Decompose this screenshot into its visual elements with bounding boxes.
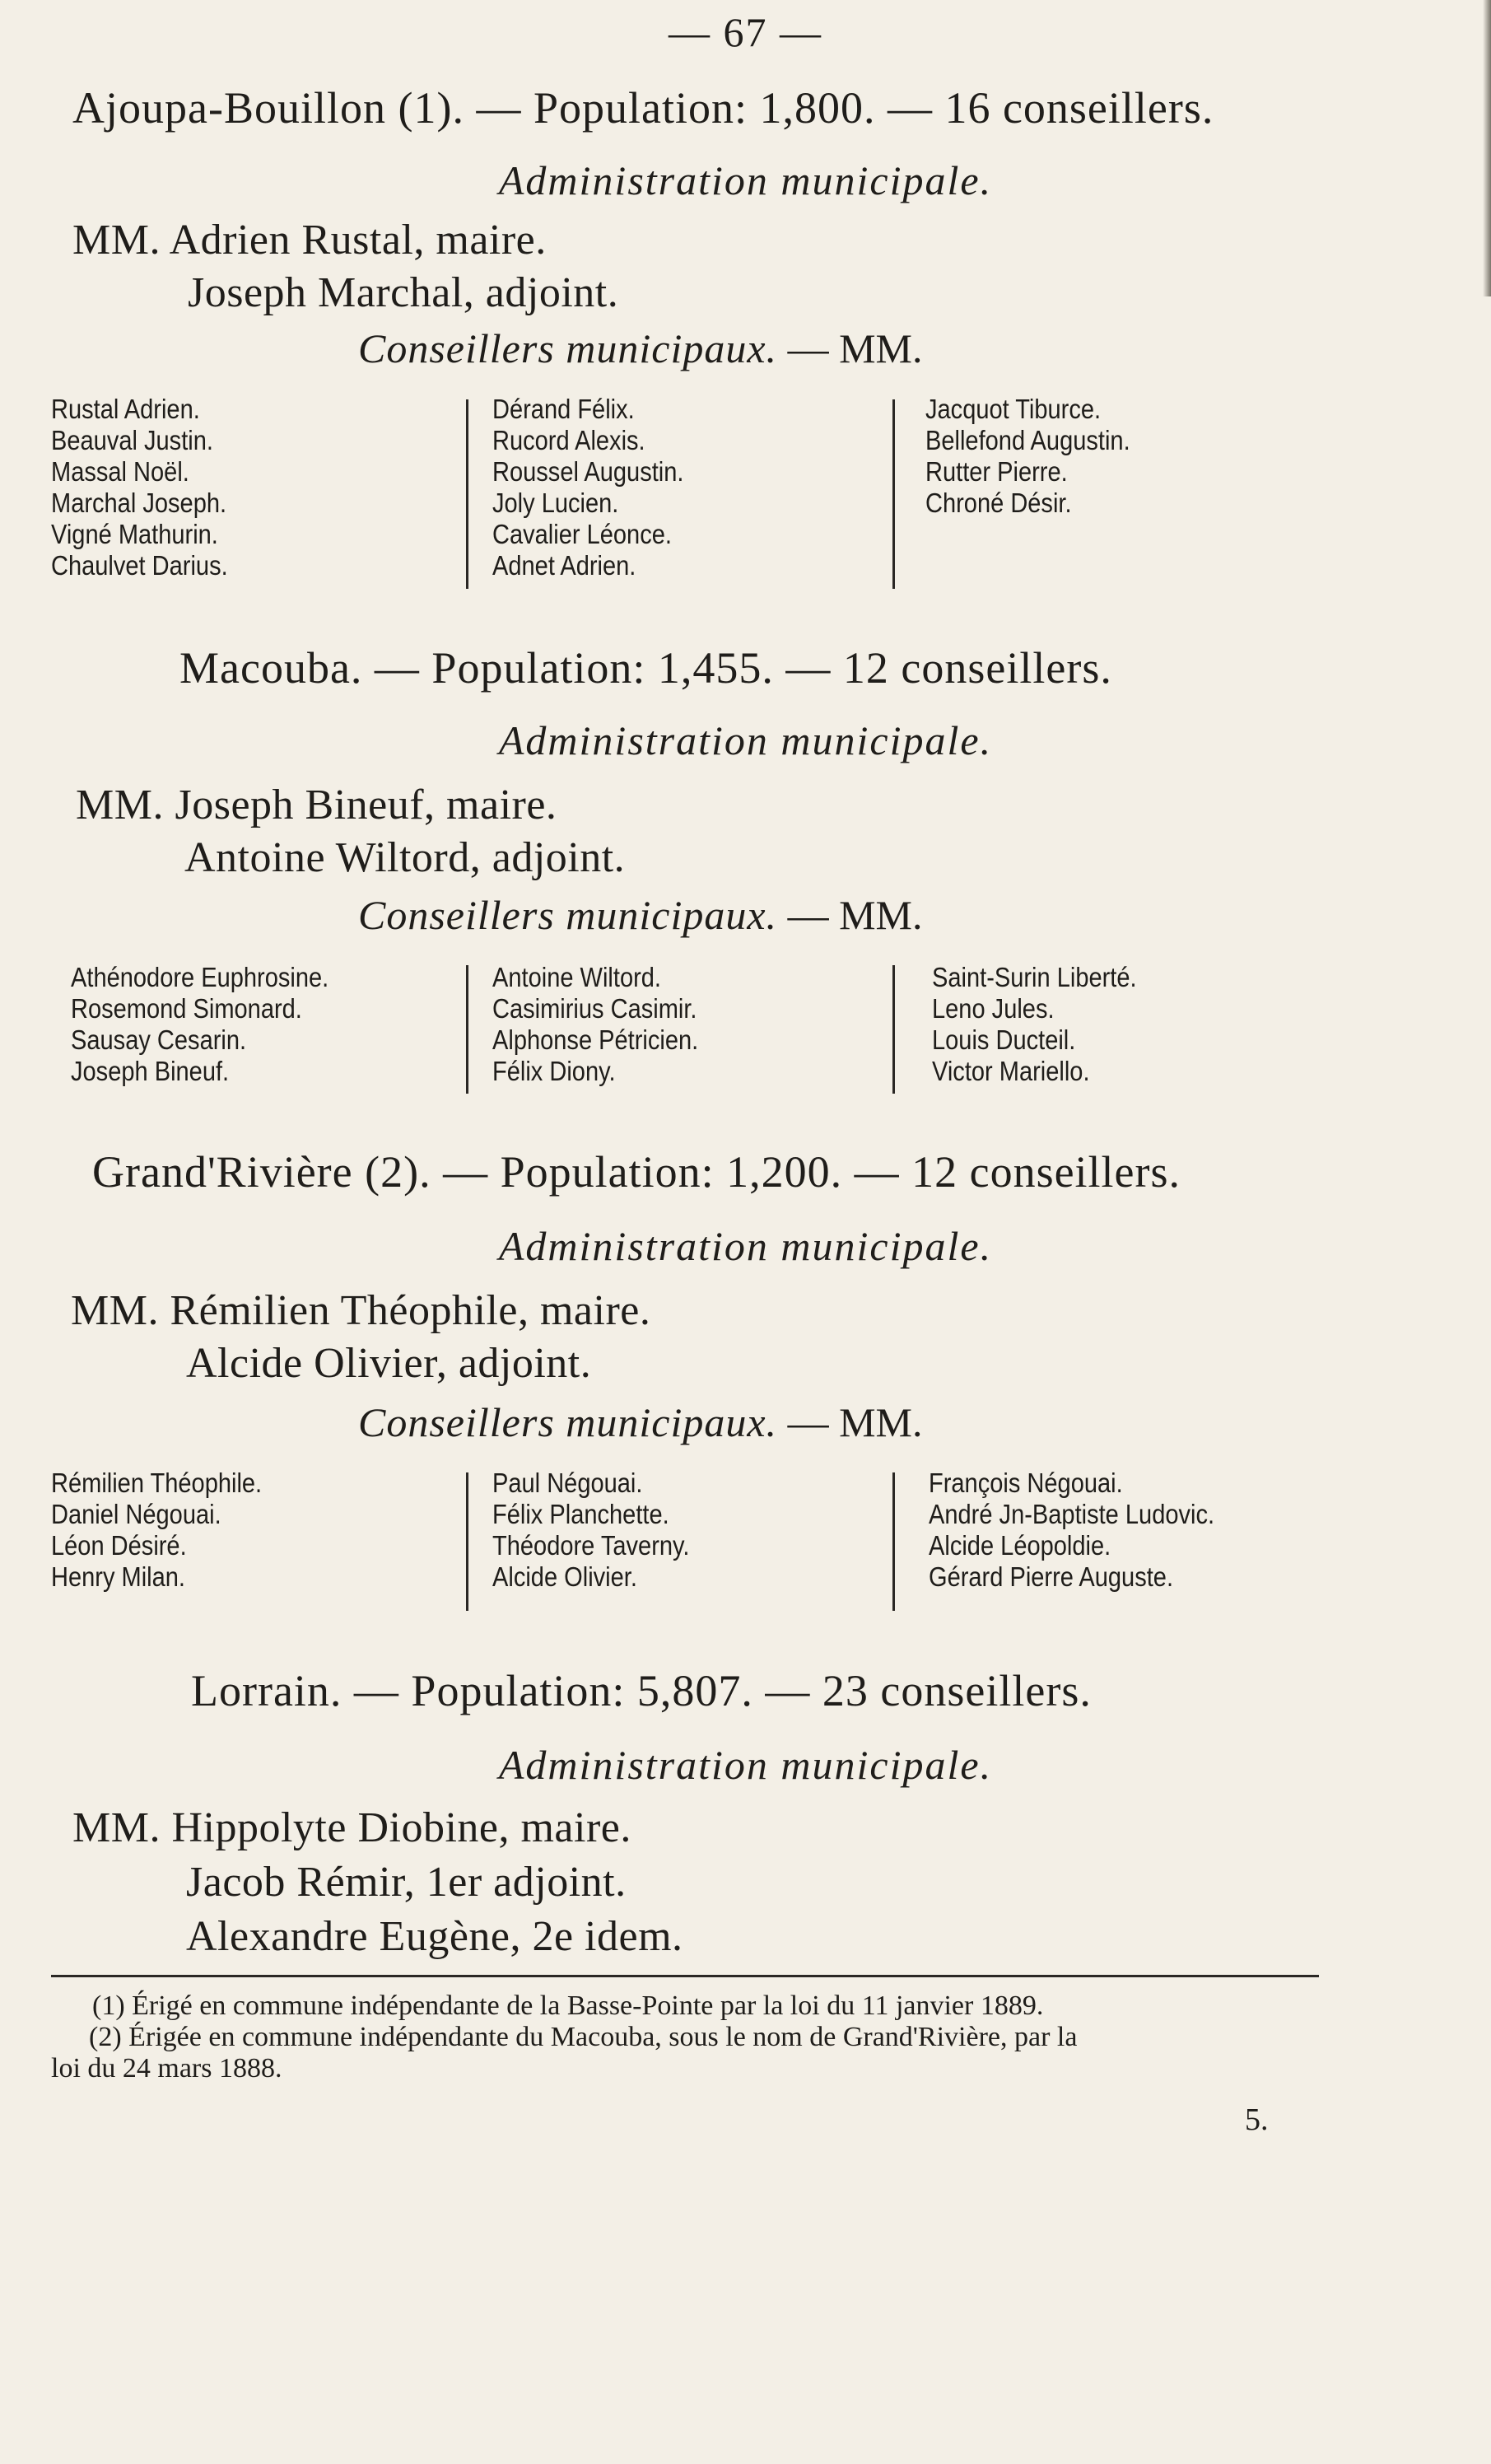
signature-mark: 5. <box>1245 2102 1269 2137</box>
conseillers-col-3-macouba <box>932 962 1137 1087</box>
conseillers-col-1-ajoupa <box>51 394 228 581</box>
list-item: Alcide Olivier. <box>492 1561 637 1592</box>
official-maire-ajoupa: MM. Adrien Rustal, maire. <box>72 217 547 264</box>
list-item: Roussel Augustin. <box>492 456 684 487</box>
list-item: Théodore Taverny. <box>492 1530 690 1561</box>
list-item: Chaulvet Darius. <box>51 550 228 581</box>
official-maire-grand-riviere: MM. Rémilien Théophile, maire. <box>71 1287 651 1334</box>
list-item: Henry Milan. <box>51 1561 186 1592</box>
list-item: Rosemond Simonard. <box>71 993 302 1024</box>
list-item: Jacquot Tiburce. <box>925 394 1102 424</box>
conseillers-mm: — MM. <box>787 892 923 938</box>
list-item: François Négouai. <box>929 1468 1123 1498</box>
conseillers-title: Conseillers municipaux. <box>358 892 778 938</box>
column-divider <box>466 1472 468 1611</box>
list-item: Félix Diony. <box>492 1056 616 1086</box>
conseillers-col-1-macouba <box>71 962 328 1087</box>
official-maire-macouba: MM. Joseph Bineuf, maire. <box>76 782 557 828</box>
official-adjoint2-lorrain: Alexandre Eugène, 2e idem. <box>186 1913 683 1960</box>
conseillers-col-1-grand-riviere <box>51 1468 262 1593</box>
admin-title-grand-riviere: Administration municipale. <box>498 1223 993 1269</box>
list-item: Victor Mariello. <box>932 1056 1090 1086</box>
list-item: Marchal Joseph. <box>51 488 227 518</box>
commune-heading-lorrain: Lorrain. — Population: 5,807. — 23 conseillers. <box>191 1666 1092 1715</box>
list-item: André Jn-Baptiste Ludovic. <box>929 1499 1215 1529</box>
list-item: Leno Jules. <box>932 993 1055 1024</box>
column-divider <box>466 965 468 1094</box>
conseillers-col-2-ajoupa <box>492 394 683 581</box>
column-divider <box>466 399 468 589</box>
list-item: Casimirius Casimir. <box>492 993 697 1024</box>
conseillers-heading-macouba <box>358 891 922 939</box>
conseillers-mm: — MM. <box>787 325 923 371</box>
footnote-2: (2) Érigée en commune indépendante du Macouba, sous le nom de Grand'Rivière, par la <box>89 2022 1078 2052</box>
admin-title-ajoupa: Administration municipale. <box>498 157 993 203</box>
admin-title-macouba: Administration municipale. <box>498 717 993 763</box>
official-adjoint-macouba: Antoine Wiltord, adjoint. <box>184 834 626 881</box>
admin-title-lorrain: Administration municipale. <box>498 1742 993 1788</box>
commune-heading-ajoupa: Ajoupa-Bouillon (1). — Population: 1,800. — 16 conseillers. <box>72 83 1214 133</box>
list-item: Vigné Mathurin. <box>51 519 218 549</box>
list-item: Chroné Désir. <box>925 488 1072 518</box>
footnote-2-continued: loi du 24 mars 1888. <box>51 2053 282 2084</box>
conseillers-col-3-grand-riviere <box>929 1468 1214 1593</box>
list-item: Saint-Surin Liberté. <box>932 962 1137 992</box>
conseillers-heading-grand-riviere <box>358 1398 922 1446</box>
list-item: Joseph Bineuf. <box>71 1056 230 1086</box>
official-adjoint-lorrain: Jacob Rémir, 1er adjoint. <box>186 1859 627 1906</box>
conseillers-col-3-ajoupa <box>925 394 1130 519</box>
commune-heading-macouba: Macouba. — Population: 1,455. — 12 conseillers. <box>179 643 1112 693</box>
footnote-rule <box>51 1975 1319 1977</box>
official-adjoint-grand-riviere: Alcide Olivier, adjoint. <box>186 1340 592 1387</box>
conseillers-title: Conseillers municipaux. <box>358 325 778 371</box>
list-item: Cavalier Léonce. <box>492 519 672 549</box>
conseillers-title: Conseillers municipaux. <box>358 1399 778 1445</box>
list-item: Bellefond Augustin. <box>925 425 1130 455</box>
list-item: Léon Désiré. <box>51 1530 187 1561</box>
list-item: Alcide Léopoldie. <box>929 1530 1111 1561</box>
list-item: Sausay Cesarin. <box>71 1024 247 1055</box>
list-item: Louis Ducteil. <box>932 1024 1076 1055</box>
list-item: Félix Planchette. <box>492 1499 669 1529</box>
commune-heading-grand-riviere: Grand'Rivière (2). — Population: 1,200. — 12 conseillers. <box>92 1147 1181 1197</box>
list-item: Daniel Négouai. <box>51 1499 221 1529</box>
list-item: Gérard Pierre Auguste. <box>929 1561 1174 1592</box>
list-item: Rutter Pierre. <box>925 456 1068 487</box>
list-item: Beauval Justin. <box>51 425 213 455</box>
list-item: Paul Négouai. <box>492 1468 643 1498</box>
list-item: Rustal Adrien. <box>51 394 200 424</box>
list-item: Alphonse Pétricien. <box>492 1024 699 1055</box>
column-divider <box>892 965 895 1094</box>
footnote-1: (1) Érigé en commune indépendante de la Basse-Pointe par la loi du 11 janvier 1889. <box>92 1990 1044 2021</box>
conseillers-col-2-grand-riviere <box>492 1468 689 1593</box>
page-number: — 67 — <box>669 9 822 55</box>
official-maire-lorrain: MM. Hippolyte Diobine, maire. <box>72 1804 631 1851</box>
list-item: Rémilien Théophile. <box>51 1468 263 1498</box>
list-item: Joly Lucien. <box>492 488 619 518</box>
conseillers-heading-ajoupa <box>358 324 922 372</box>
list-item: Adnet Adrien. <box>492 550 636 581</box>
conseillers-col-2-macouba <box>492 962 698 1087</box>
official-adjoint-ajoupa: Joseph Marchal, adjoint. <box>188 269 619 316</box>
column-divider <box>892 1472 895 1611</box>
list-item: Antoine Wiltord. <box>492 962 661 992</box>
list-item: Massal Noël. <box>51 456 189 487</box>
conseillers-mm: — MM. <box>787 1399 923 1445</box>
list-item: Dérand Félix. <box>492 394 635 424</box>
list-item: Athénodore Euphrosine. <box>71 962 329 992</box>
column-divider <box>892 399 895 589</box>
list-item: Rucord Alexis. <box>492 425 645 455</box>
